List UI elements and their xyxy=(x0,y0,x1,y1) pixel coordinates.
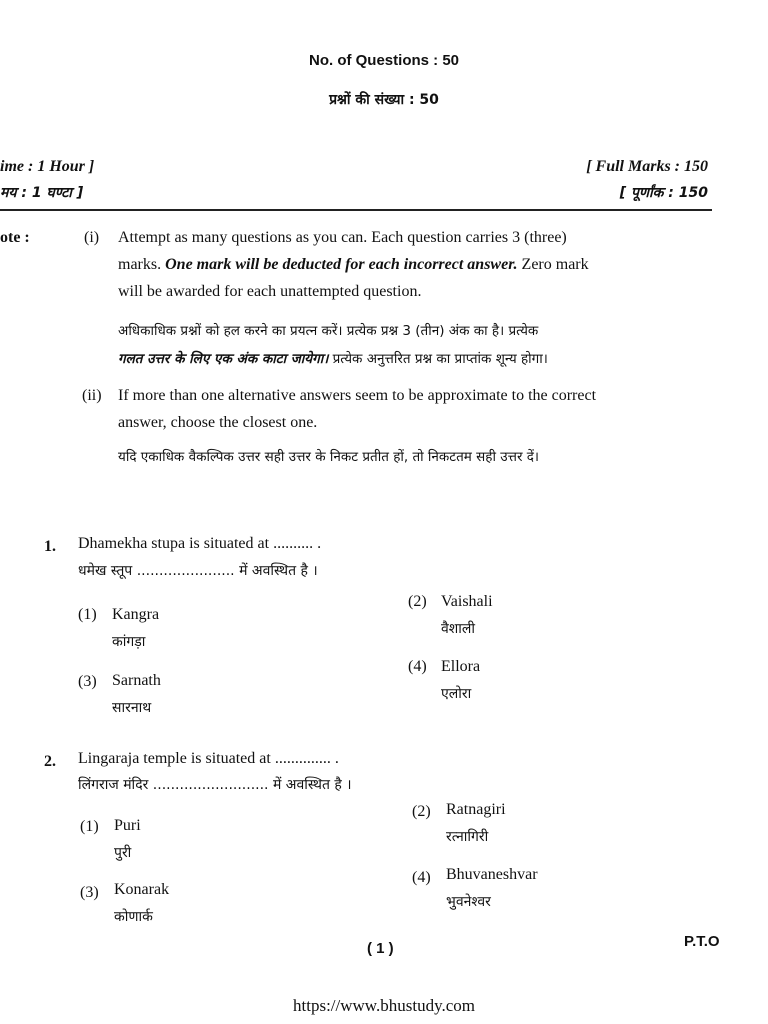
source-url[interactable]: https://www.bhustudy.com xyxy=(293,996,475,1015)
question-1-option-1-number: (1) xyxy=(78,606,97,623)
question-2-number: 2. xyxy=(44,753,56,770)
question-2-option-4-number: (4) xyxy=(412,869,431,886)
note-i-penalty: One mark will be deducted for each incorrect answer. xyxy=(165,256,518,273)
question-1-option-3-en: Sarnath xyxy=(112,672,161,689)
question-1-option-2-en: Vaishali xyxy=(441,593,493,610)
question-2-option-3-hi: कोणार्क xyxy=(114,909,153,925)
question-2-option-3-number: (3) xyxy=(80,884,99,901)
question-1-option-2-number: (2) xyxy=(408,593,427,610)
note-i-line-2c: Zero mark xyxy=(521,256,589,273)
question-2-option-1-number: (1) xyxy=(80,818,99,835)
note-i-line-2 xyxy=(118,251,589,278)
question-1-number: 1. xyxy=(44,538,56,555)
note-i-line-3: will be awarded for each unattempted question. xyxy=(118,283,422,300)
question-2-option-3-en: Konarak xyxy=(114,881,170,898)
pto-label: P.T.O xyxy=(684,933,720,950)
note-i-hindi-1: अधिकाधिक प्रश्नों को हल करने का प्रयत्न करें। प्रत्येक प्रश्न 3 (तीन) अंक का है। प्रत्येक xyxy=(118,323,539,339)
question-2-text-en: Lingaraja temple is situated at .............. . xyxy=(78,750,339,767)
note-i-hindi-2b: प्रत्येक अनुत्तरित प्रश्न का प्राप्तांक शून्य होगा। xyxy=(332,351,548,367)
question-2-option-2-number: (2) xyxy=(412,803,431,820)
page-number: ( 1 ) xyxy=(367,940,394,957)
note-i-hindi-2 xyxy=(118,346,548,373)
question-2-text-hi: लिंगराज मंदिर .......................... में अवस्थित है । xyxy=(78,777,352,793)
note-ii-number: (ii) xyxy=(82,387,102,404)
note-ii-line-1: If more than one alternative answers seem to be approximate to the correct xyxy=(118,387,597,404)
question-2-option-2-en: Ratnagiri xyxy=(446,801,506,818)
question-1-option-4-en: Ellora xyxy=(441,658,481,675)
question-1-option-3-hi: सारनाथ xyxy=(112,700,152,716)
question-1-option-2-hi: वैशाली xyxy=(441,621,476,637)
question-1-option-1-en: Kangra xyxy=(112,606,160,623)
question-1-option-4-hi: एलोरा xyxy=(441,686,472,702)
question-2-option-4-en: Bhuvaneshvar xyxy=(446,866,538,883)
note-i-line-1: Attempt as many questions as you can. Each question carries 3 (three) xyxy=(118,229,567,246)
question-1-text-en: Dhamekha stupa is situated at .......... . xyxy=(78,535,322,552)
question-1-text-hi: धमेख स्तूप ...................... में अवस्थित है । xyxy=(78,563,318,579)
questions-count-hi: प्रश्नों की संख्या : 50 xyxy=(329,92,439,108)
questions-count-en: No. of Questions : 50 xyxy=(308,52,459,69)
note-ii-line-2: answer, choose the closest one. xyxy=(118,414,318,431)
full-marks-hi: [ पूर्णांक : 150 xyxy=(619,185,708,201)
question-1-option-4-number: (4) xyxy=(408,658,427,675)
note-i-number: (i) xyxy=(84,229,100,246)
header-divider xyxy=(0,209,712,211)
time-hi: मय : 1 घण्टा ] xyxy=(0,185,84,201)
note-ii-hindi-1: यदि एकाधिक वैकल्पिक उत्तर सही उत्तर के निकट प्रतीत हों, तो निकटतम सही उत्तर दें। xyxy=(118,449,540,465)
question-2-option-1-en: Puri xyxy=(114,817,141,834)
question-2-option-2-hi: रत्नागिरी xyxy=(446,829,489,845)
question-1-option-3-number: (3) xyxy=(78,673,97,690)
note-i-hindi-penalty: गलत उत्तर के लिए एक अंक काटा जायेगा। xyxy=(118,351,329,367)
note-i-line-2a: marks. xyxy=(118,256,162,273)
question-2-option-4-hi: भुवनेश्वर xyxy=(446,894,491,910)
question-2-option-1-hi: पुरी xyxy=(114,845,132,861)
note-label: ote : xyxy=(0,229,30,246)
time-en: ime : 1 Hour ] xyxy=(0,158,95,175)
question-1-option-1-hi: कांगड़ा xyxy=(112,634,146,650)
full-marks-en: [ Full Marks : 150 xyxy=(586,158,708,175)
